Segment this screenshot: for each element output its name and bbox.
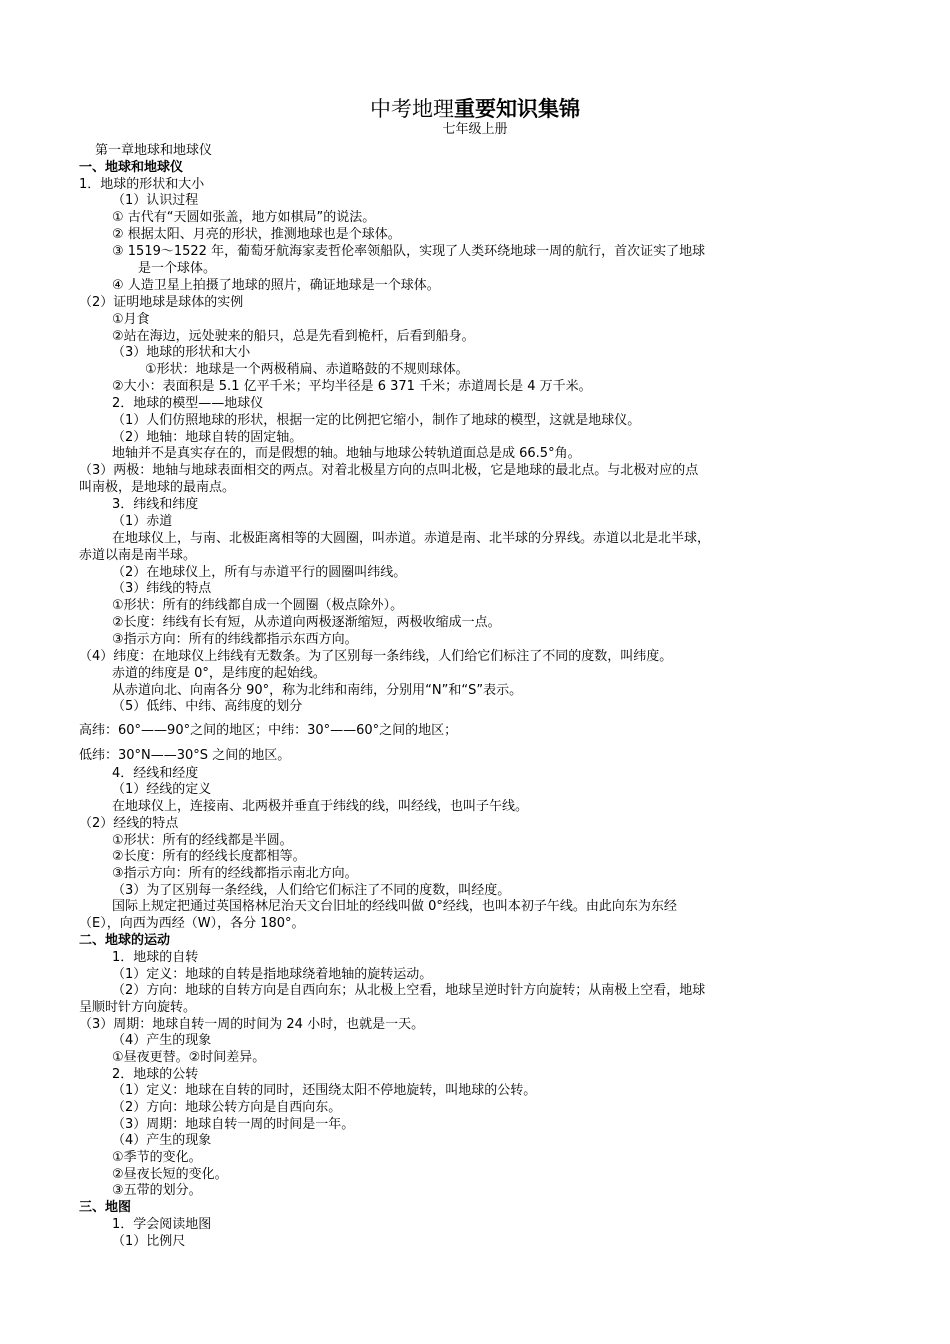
title-part-b: 重要知识集锦 — [454, 96, 580, 121]
text-line: （1）认识过程 — [112, 193, 199, 208]
text-line: （3）为了区别每一条经线，人们给它们标注了不同的度数，叫经度。 — [112, 883, 511, 898]
text-line: （2）在地球仪上，所有与赤道平行的圆圈叫纬线。 — [112, 565, 407, 580]
text-line: 呈顺时针方向旋转。 — [79, 1000, 197, 1015]
text-line: 4．经线和经度 — [112, 766, 199, 781]
text-line: 是一个球体。 — [138, 261, 217, 276]
text-line: （4）纬度：在地球仪上纬线有无数条。为了区别每一条纬线，人们给它们标注了不同的度数，叫纬度。 — [79, 649, 673, 664]
text-line: 赤道以南是南半球。 — [79, 548, 197, 563]
text-line: 在地球仪上，连接南、北两极并垂直于纬线的线，叫经线，也叫子午线。 — [112, 799, 529, 814]
text-line: 低纬：30°N——30°S 之间的地区。 — [79, 748, 291, 763]
text-line: 赤道的纬度是 0°，是纬度的起始线。 — [112, 666, 326, 681]
text-line: 2．地球的模型——地球仪 — [112, 396, 264, 411]
text-line: 3．纬线和纬度 — [112, 497, 199, 512]
text-line: 1．学会阅读地图 — [112, 1217, 212, 1232]
text-line: （5）低纬、中纬、高纬度的划分 — [112, 699, 303, 714]
text-line: （1）定义：地球在自转的同时，还围绕太阳不停地旋转，叫地球的公转。 — [112, 1083, 537, 1098]
text-line: （1）赤道 — [112, 514, 173, 529]
text-line: （E），向西为西经（W），各分 180°。 — [79, 916, 305, 931]
text-line: （3）纬线的特点 — [112, 581, 212, 596]
text-line: ③五带的划分。 — [112, 1183, 202, 1198]
text-line: 1．地球的形状和大小 — [79, 177, 205, 192]
text-line: ②大小：表面积是 5.1 亿平千米；平均半径是 6 371 千米；赤道周长是 4 万千米。 — [112, 379, 592, 394]
text-line: ①昼夜更替。②时间差异。 — [112, 1050, 266, 1065]
text-line: ①形状：所有的纬线都自成一个圆圈（极点除外）。 — [112, 598, 404, 613]
text-line: （3）周期：地球自转一周的时间为 24 小时，也就是一天。 — [79, 1017, 425, 1032]
text-line: ①形状：地球是一个两极稍扁、赤道略鼓的不规则球体。 — [145, 362, 469, 377]
text-line: （4）产生的现象 — [112, 1033, 212, 1048]
text-line: ③指示方向：所有的纬线都指示东西方向。 — [112, 632, 358, 647]
text-line: 在地球仪上，与南、北极距离相等的大圆圈，叫赤道。赤道是南、北半球的分界线。赤道以北是北半球， — [112, 531, 711, 546]
page-title — [0, 96, 950, 122]
page-subtitle: 七年级上册 — [442, 122, 508, 137]
text-line: ① 古代有“天圆如张盖，地方如棋局”的说法。 — [112, 210, 376, 225]
text-line: ①月食 — [112, 312, 150, 327]
text-line: （2）方向：地球的自转方向是自西向东；从北极上空看，地球呈逆时针方向旋转；从南极上空看，地球 — [112, 983, 706, 998]
text-line: ④ 人造卫星上拍摄了地球的照片，确证地球是一个球体。 — [112, 278, 440, 293]
text-line: ③指示方向：所有的经线都指示南北方向。 — [112, 866, 358, 881]
text-line: （2）方向：地球公转方向是自西向东。 — [112, 1100, 342, 1115]
text-line: ②长度：所有的经线长度都相等。 — [112, 849, 306, 864]
text-line: ②站在海边，远处驶来的船只，总是先看到桅杆，后看到船身。 — [112, 329, 475, 344]
text-line: （1）比例尺 — [112, 1234, 186, 1249]
text-line: 叫南极，是地球的最南点。 — [79, 480, 236, 495]
text-line: ①季节的变化。 — [112, 1150, 202, 1165]
section-heading: 二、地球的运动 — [79, 933, 171, 948]
text-line: （1）定义：地球的自转是指地球绕着地轴的旋转运动。 — [112, 967, 433, 982]
text-line: （2）证明地球是球体的实例 — [79, 295, 244, 310]
text-line: （2）地轴：地球自转的固定轴。 — [112, 430, 303, 445]
text-line: 国际上规定把通过英国格林尼治天文台旧址的经线叫做 0°经线，也叫本初子午线。由此向东为东经 — [112, 899, 677, 914]
text-line: ②昼夜长短的变化。 — [112, 1167, 228, 1182]
section-heading: 一、地球和地球仪 — [79, 160, 184, 175]
text-line: （3）周期：地球自转一周的时间是一年。 — [112, 1117, 355, 1132]
text-line: ②长度：纬线有长有短，从赤道向两极逐渐缩短，两极收缩成一点。 — [112, 615, 501, 630]
text-line: （1）经线的定义 — [112, 782, 212, 797]
section-heading: 三、地图 — [79, 1200, 132, 1215]
text-line: （2）经线的特点 — [79, 816, 179, 831]
text-line: ② 根据太阳、月亮的形状，推测地球也是个球体。 — [112, 227, 401, 242]
text-line: 地轴并不是真实存在的，而是假想的轴。地轴与地球公转轨道面总是成 66.5°角。 — [112, 446, 581, 461]
text-line: ①形状：所有的经线都是半圆。 — [112, 833, 293, 848]
title-part-a: 中考地理 — [370, 97, 454, 121]
text-line: （3）地球的形状和大小 — [112, 345, 251, 360]
text-line: （4）产生的现象 — [112, 1133, 212, 1148]
text-line: 高纬：60°——90°之间的地区；中纬：30°——60°之间的地区； — [79, 723, 458, 738]
text-line: ③ 1519～1522 年，葡萄牙航海家麦哲伦率领船队，实现了人类环绕地球一周的航行，首次证实了地球 — [112, 244, 706, 259]
text-line: 2．地球的公转 — [112, 1067, 199, 1082]
text-line: （3）两极：地轴与地球表面相交的两点。对着北极星方向的点叫北极，它是地球的最北点。与北极对应的点 — [79, 463, 699, 478]
text-line: （1）人们仿照地球的形状，根据一定的比例把它缩小，制作了地球的模型，这就是地球仪。 — [112, 413, 641, 428]
text-line: 1．地球的自转 — [112, 950, 199, 965]
text-line: 第一章地球和地球仪 — [95, 143, 213, 158]
text-line: 从赤道向北、向南各分 90°，称为北纬和南纬，分别用“N”和“S”表示。 — [112, 683, 523, 698]
